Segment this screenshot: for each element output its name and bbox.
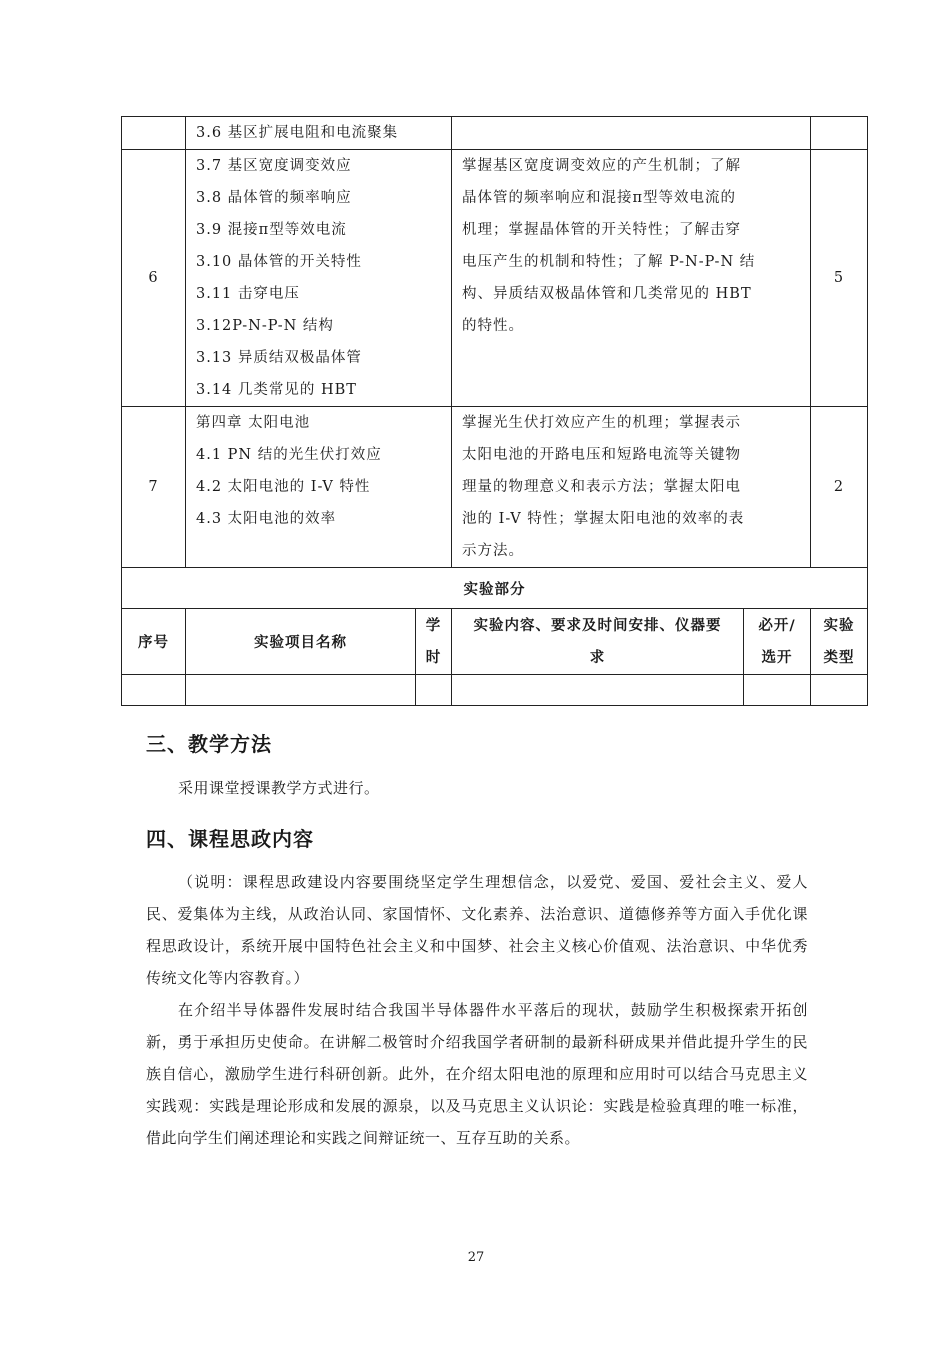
topic-line: 4.1 PN 结的光生伏打效应 bbox=[196, 447, 382, 463]
header-type: 实验 类型 bbox=[811, 609, 868, 675]
topic-line: 3.11 击穿电压 bbox=[196, 286, 300, 302]
topic-line: 3.13 异质结双极晶体管 bbox=[196, 350, 362, 366]
header-project-name: 实验项目名称 bbox=[186, 609, 416, 675]
row-number bbox=[122, 117, 186, 150]
topic-line: 3.8 晶体管的频率响应 bbox=[196, 190, 352, 206]
topic-line: 3.6 基区扩展电阻和电流聚集 bbox=[196, 125, 399, 141]
topic-line: 3.10 晶体管的开关特性 bbox=[196, 254, 362, 270]
row-description bbox=[452, 150, 811, 407]
row-description bbox=[452, 407, 811, 568]
empty-cell bbox=[811, 675, 868, 706]
row-number: 6 bbox=[122, 150, 186, 407]
row-topics bbox=[186, 407, 452, 568]
description-line: 电压产生的机制和特性；了解 P-N-P-N 结 bbox=[462, 254, 756, 270]
row-topics bbox=[186, 150, 452, 407]
topic-line: 3.9 混接π型等效电流 bbox=[196, 222, 347, 238]
row-hours bbox=[811, 117, 868, 150]
description-line: 晶体管的频率响应和混接π型等效电流的 bbox=[462, 190, 737, 206]
section4-title: 四、课程思政内容 bbox=[146, 827, 314, 851]
section4-body-paragraph: 在介绍半导体器件发展时结合我国半导体器件水平落后的现状，鼓励学生积极探索开拓创新，勇于承担历史使命。在讲解二极管时介绍我国学者研制的最新科研成果并借此提升学生的民族自信心，激励学生进行科研创新。此外，在介绍太阳电池的原理和应用时可以结合马克思主义实践观：实践是理论形成和发展的源泉，以及马克思主义认识论：实践是检验真理的唯一标准，借此向学生们阐述理论和实践之间辩证统一、互存互助的关系。 bbox=[146, 1001, 808, 1147]
topic-line: 4.2 太阳电池的 I-V 特性 bbox=[196, 479, 371, 495]
row-number: 7 bbox=[122, 407, 186, 568]
empty-cell bbox=[186, 675, 416, 706]
table-row bbox=[122, 150, 868, 407]
description-line: 太阳电池的开路电压和短路电流等关键物 bbox=[462, 447, 742, 463]
empty-cell bbox=[122, 675, 186, 706]
row-topics bbox=[186, 117, 452, 150]
row-hours: 2 bbox=[811, 407, 868, 568]
header-required: 必开/ 选开 bbox=[744, 609, 811, 675]
experiment-section-row bbox=[122, 568, 868, 609]
section3-text: 采用课堂授课教学方式进行。 bbox=[178, 779, 380, 797]
description-line: 掌握光生伏打效应产生的机理；掌握表示 bbox=[462, 415, 742, 431]
topic-line: 3.12P-N-P-N 结构 bbox=[196, 318, 334, 334]
description-line: 池的 I-V 特性；掌握太阳电池的效率的表 bbox=[462, 511, 745, 527]
description-line: 示方法。 bbox=[462, 543, 525, 559]
page-number: 27 bbox=[467, 1250, 485, 1265]
row-description bbox=[452, 117, 811, 150]
experiment-section-title: 实验部分 bbox=[122, 568, 868, 609]
topic-line: 4.3 太阳电池的效率 bbox=[196, 511, 337, 527]
header-content: 实验内容、要求及时间安排、仪器要 求 bbox=[452, 609, 744, 675]
topic-line: 3.7 基区宽度调变效应 bbox=[196, 158, 352, 174]
empty-cell bbox=[416, 675, 452, 706]
experiment-empty-row bbox=[122, 675, 868, 706]
empty-cell bbox=[744, 675, 811, 706]
experiment-header-row bbox=[122, 609, 868, 675]
section4-note-paragraph: （说明：课程思政建设内容要围绕坚定学生理想信念，以爱党、爱国、爱社会主义、爱人民、爱集体为主线，从政治认同、家国情怀、文化素养、法治意识、道德修养等方面入手优化课程思政设计，系统开展中国特色社会主义和中国梦、社会主义核心价值观、法治意识、中华优秀传统文化等内容教育。） bbox=[146, 873, 808, 987]
header-hours: 学 时 bbox=[416, 609, 452, 675]
table-row bbox=[122, 117, 868, 150]
course-content-table bbox=[121, 116, 868, 706]
topic-line: 第四章 太阳电池 bbox=[196, 415, 311, 431]
empty-cell bbox=[452, 675, 744, 706]
row-hours: 5 bbox=[811, 150, 868, 407]
description-line: 的特性。 bbox=[462, 318, 525, 334]
description-line: 理量的物理意义和表示方法；掌握太阳电 bbox=[462, 479, 742, 495]
description-line: 掌握基区宽度调变效应的产生机制；了解 bbox=[462, 158, 742, 174]
description-line: 机理；掌握晶体管的开关特性；了解击穿 bbox=[462, 222, 742, 238]
description-line: 构、异质结双极晶体管和几类常见的 HBT bbox=[462, 286, 752, 302]
section3-title: 三、教学方法 bbox=[146, 732, 272, 756]
topic-line: 3.14 几类常见的 HBT bbox=[196, 382, 357, 398]
header-number: 序号 bbox=[122, 609, 186, 675]
table-row bbox=[122, 407, 868, 568]
